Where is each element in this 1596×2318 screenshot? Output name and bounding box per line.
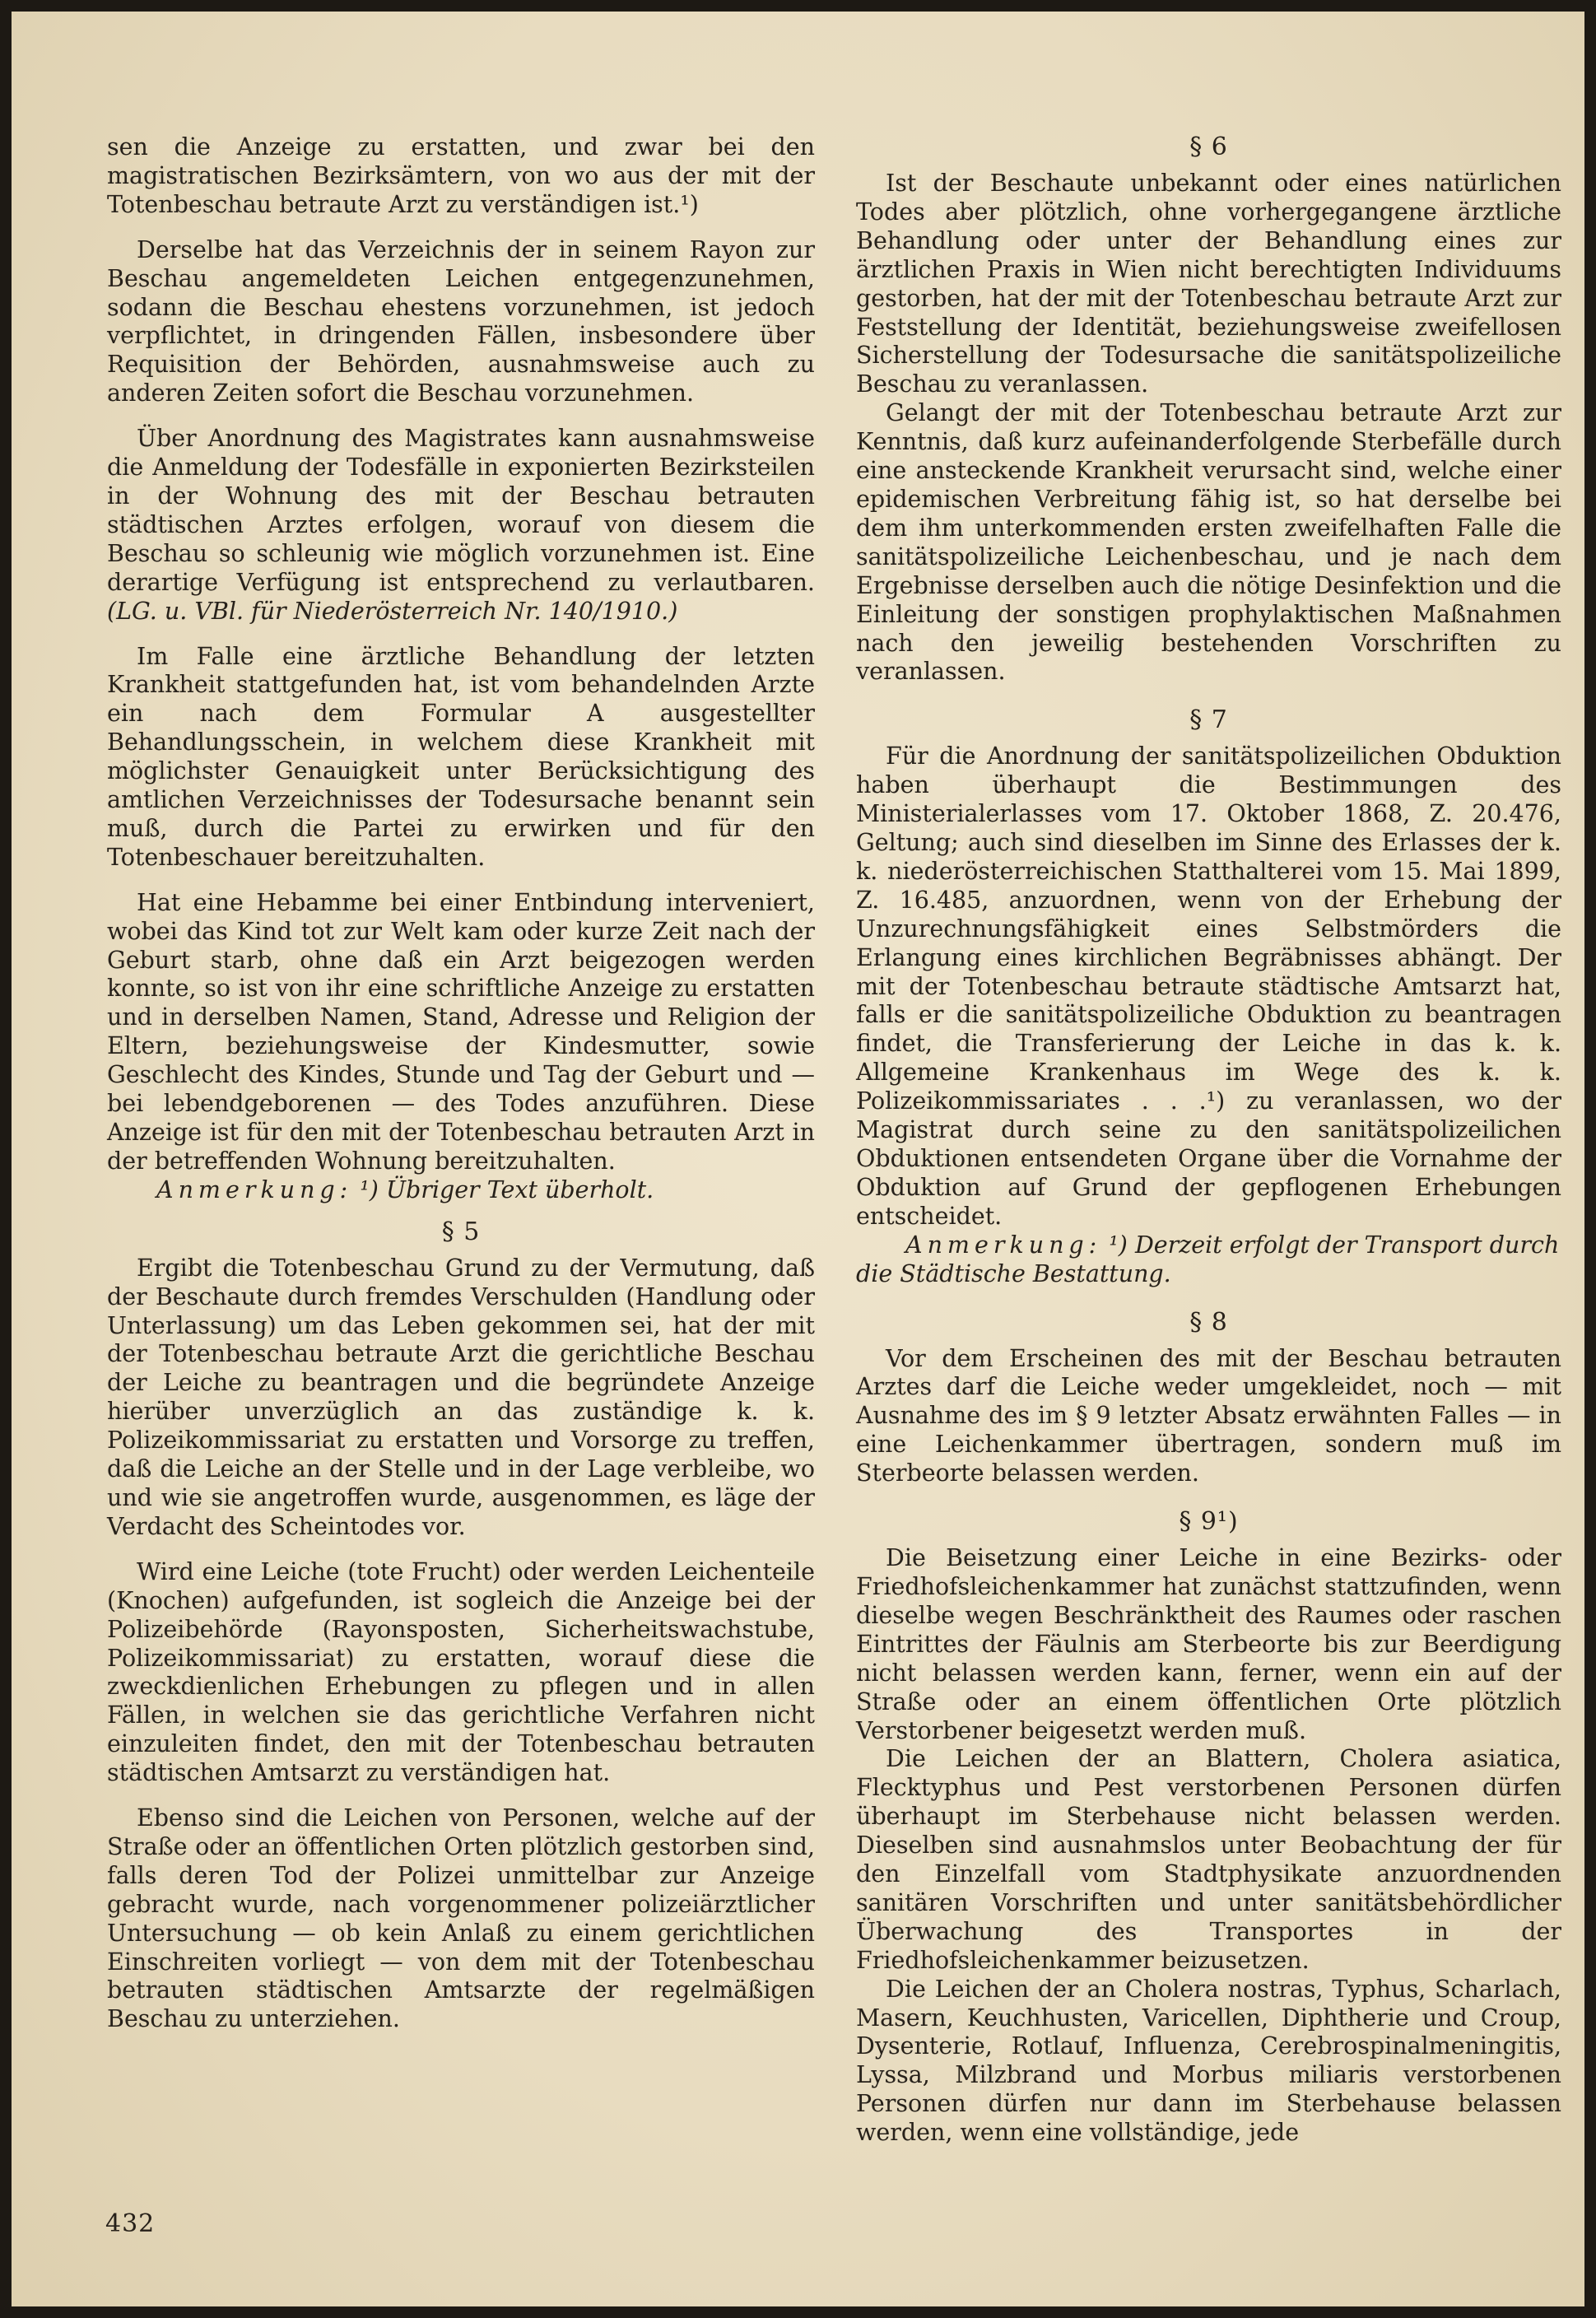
paragraph: Für die Anordnung der sanitätspolizeilichen Obduktion haben überhaupt die Bestimmungen des Ministerialerlasses vom 17. Oktober 1868, Z. 20.476, Geltung; auch sind dieselben im Sinne des Erlasses der k. k. niederösterreichischen Statthalterei vom 15. Mai 1899, Z. 16.485, anzuordnen, wenn von der Erhebung der Unzurechnungsfähigkeit eines Selbstmörders die Erlangung eines kirchlichen Begräbnisses abhängt. Der mit der Totenbeschau betraute städtische Amtsarzt hat, falls er die sanitätspolizeiliche Obduktion zu beantragen findet, die Transferierung der Leiche in das k. k. Allgemeine Krankenhaus im Wege des k. k. Polizeikommissariates . . .¹) zu veranlassen, wo der Magistrat durch seine zu den sanitätspolizeilichen Obduktionen entsendeten Organe über die Vornahme der Obduktion auf Grund der gepflogenen Erhebungen entscheidet.: [856, 742, 1561, 1230]
annotation-label: Anmerkung:: [905, 1231, 1102, 1259]
paragraph: Im Falle eine ärztliche Behandlung der letzten Krankheit stattgefunden hat, ist vom behandelnden Arzte ein nach dem Formular A ausgestellter Behandlungsschein, in welchem diese Krankheit mit möglichster Genauigkeit unter Berücksichtigung des amtlichen Verzeichnisses der Todesursache benannt sein muß, durch die Partei zu erwirken und für den Totenbeschauer bereitzuhalten.: [107, 642, 815, 871]
annotation-text: ¹) Derzeit erfolgt der Transport durch die Städtische Bestattung.: [856, 1231, 1560, 1287]
citation: (LG. u. VBl. für Niederösterreich Nr. 140/1910.): [107, 597, 678, 625]
paragraph: Die Beisetzung einer Leiche in eine Bezirks- oder Friedhofsleichenkammer hat zunächst stattzufinden, wenn dieselbe wegen Beschränktheit des Raumes oder raschen Eintrittes der Fäulnis am Sterbeorte bis zur Beerdigung nicht belassen werden kann, ferner, wenn ein auf der Straße oder an einem öffentlichen Orte plötzlich Verstorbener beigesetzt werden muß.: [856, 1544, 1561, 1744]
paragraph: Ergibt die Totenbeschau Grund zu der Vermutung, daß der Beschaute durch fremdes Verschulden (Handlung oder Unterlassung) um das Leben gekommen sei, hat der mit der Totenbeschau betraute Arzt die gerichtliche Beschau der Leiche zu beantragen und die begründete Anzeige hierüber unverzüglich an das zuständige k. k. Polizeikommissariat zu erstatten und Vorsorge zu treffen, daß die Leiche an der Stelle und in der Lage verbleibe, wo und wie sie angetroffen wurde, ausgenommen, es läge der Verdacht des Scheintodes vor.: [107, 1254, 815, 1540]
paragraph: Derselbe hat das Verzeichnis der in seinem Rayon zur Beschau angemeldeten Leichen entgegenzunehmen, sodann die Beschau ehestens vorzunehmen, ist jedoch verpflichtet, in dringenden Fällen, insbesondere über Requisition der Behörden, ausnahmsweise auch zu anderen Zeiten sofort die Beschau vorzunehmen.: [107, 235, 815, 407]
section-heading-5: § 5: [441, 1217, 481, 1246]
paragraph-text: Über Anordnung des Magistrates kann ausnahmsweise die Anmeldung der Todesfälle in exponierten Bezirksteilen in der Wohnung des mit der Beschau betrauten städtischen Arztes erfolgen, worauf von diesem die Beschau so schleunig wie möglich vorzunehmen ist. Eine derartige Verfügung ist entsprechend zu verlautbaren.: [107, 425, 815, 596]
page-number: 432: [105, 2209, 156, 2238]
right-column: [856, 133, 1561, 2148]
paragraph: Ebenso sind die Leichen von Personen, welche auf der Straße oder an öffentlichen Orten plötzlich gestorben sind, falls deren Tod der Polizei unmittelbar zur Anzeige gebracht wurde, nach vorgenommener polizeiärztlicher Untersuchung — ob kein Anlaß zu einem gerichtlichen Einschreiten vorliegt — von dem mit der Totenbeschau betrauten städtischen Amtsarzte der regelmäßigen Beschau zu unterziehen.: [107, 1804, 815, 2033]
paragraph: [107, 425, 815, 626]
annotation: [107, 1176, 815, 1205]
annotation-text: ¹) Übriger Text überholt.: [360, 1175, 654, 1203]
annotation: [856, 1231, 1561, 1289]
paragraph: Die Leichen der an Cholera nostras, Typhus, Scharlach, Masern, Keuchhusten, Varicellen, Diphtherie und Croup, Dysenterie, Rotlauf, Influenza, Cerebrospinalmeningitis, Lyssa, Milzbrand und Morbus miliaris verstorbenen Personen dürfen nur dann im Sterbehause belassen werden, wenn eine vollständige, jede: [856, 1975, 1561, 2147]
annotation-label: Anmerkung:: [156, 1175, 353, 1203]
section-heading-6: § 6: [1189, 133, 1228, 161]
paragraph: Gelangt der mit der Totenbeschau betraute Arzt zur Kenntnis, daß kurz aufeinanderfolgende Sterbefälle durch eine ansteckende Krankheit verursacht sind, welche einer epidemischen Verbreitung fähig ist, so hat derselbe bei dem ihm unterkommenden ersten zweifelhaften Falle die sanitätspolizeiliche Leichenbeschau, und je nach dem Ergebnisse derselben auch die nötige Desinfektion und die Einleitung der sonstigen prophylaktischen Maßnahmen nach den jeweilig bestehenden Vorschriften zu veranlassen.: [856, 399, 1561, 686]
left-column: [107, 133, 815, 2050]
section-heading-7: § 7: [1189, 705, 1228, 735]
paragraph: Wird eine Leiche (tote Frucht) oder werden Leichenteile (Knochen) aufgefunden, ist sogleich die Anzeige bei der Polizeibehörde (Rayonsposten, Sicherheitswachstube, Polizeikommissariat) zu erstatten, worauf diese die zweckdienlichen Erhebungen zu pflegen und in allen Fällen, in welchen sie das gerichtliche Verfahren nicht einzuleiten findet, den mit der Totenbeschau betrauten städtischen Amtsarzt zu verständigen hat.: [107, 1557, 815, 1787]
paragraph: sen die Anzeige zu erstatten, und zwar bei den magistratischen Bezirksämtern, von wo aus der mit der Totenbeschau betraute Arzt zu verständigen ist.¹): [107, 133, 815, 218]
section-heading-9: § 9¹): [1179, 1507, 1239, 1537]
paragraph: Ist der Beschaute unbekannt oder eines natürlichen Todes aber plötzlich, ohne vorhergegangene ärztliche Behandlung oder unter der Behandlung eines zur ärztlichen Praxis in Wien nicht berechtigten Individuums gestorben, hat der mit der Totenbeschau betraute Arzt zur Feststellung der Identität, beziehungsweise zweifellosen Sicherstellung der Todesursache die sanitätspolizeiliche Beschau zu veranlassen.: [856, 170, 1561, 398]
paragraph: Hat eine Hebamme bei einer Entbindung interveniert, wobei das Kind tot zur Welt kam oder kurze Zeit nach der Geburt starb, ohne daß ein Arzt beigezogen werden konnte, so ist von ihr eine schriftliche Anzeige zu erstatten und in derselben Namen, Stand, Adresse und Religion der Eltern, beziehungsweise der Kindesmutter, sowie Geschlecht des Kindes, Stunde und Tag der Geburt und — bei lebendgeborenen — des Todes anzuführen. Diese Anzeige ist für den mit der Totenbeschau betrauten Arzt in der betreffenden Wohnung bereitzuhalten.: [107, 888, 815, 1175]
paragraph: Vor dem Erscheinen des mit der Beschau betrauten Arztes darf die Leiche weder umgekleidet, noch — mit Ausnahme des im § 9 letzter Absatz erwähnten Falles — in eine Leichenkammer übertragen, sondern muß im Sterbeorte belassen werden.: [856, 1344, 1561, 1487]
paragraph: Die Leichen der an Blattern, Cholera asiatica, Flecktyphus und Pest verstorbenen Personen dürfen überhaupt im Sterbehause nicht belassen werden. Dieselben sind ausnahmslos unter Beobachtung der für den Einzelfall vom Stadtphysikate anzuordnenden sanitären Vorschriften und unter sanitätsbehördlicher Überwachung des Transportes in der Friedhofsleichenkammer beizusetzen.: [856, 1745, 1561, 1974]
section-heading-8: § 8: [1189, 1307, 1228, 1337]
